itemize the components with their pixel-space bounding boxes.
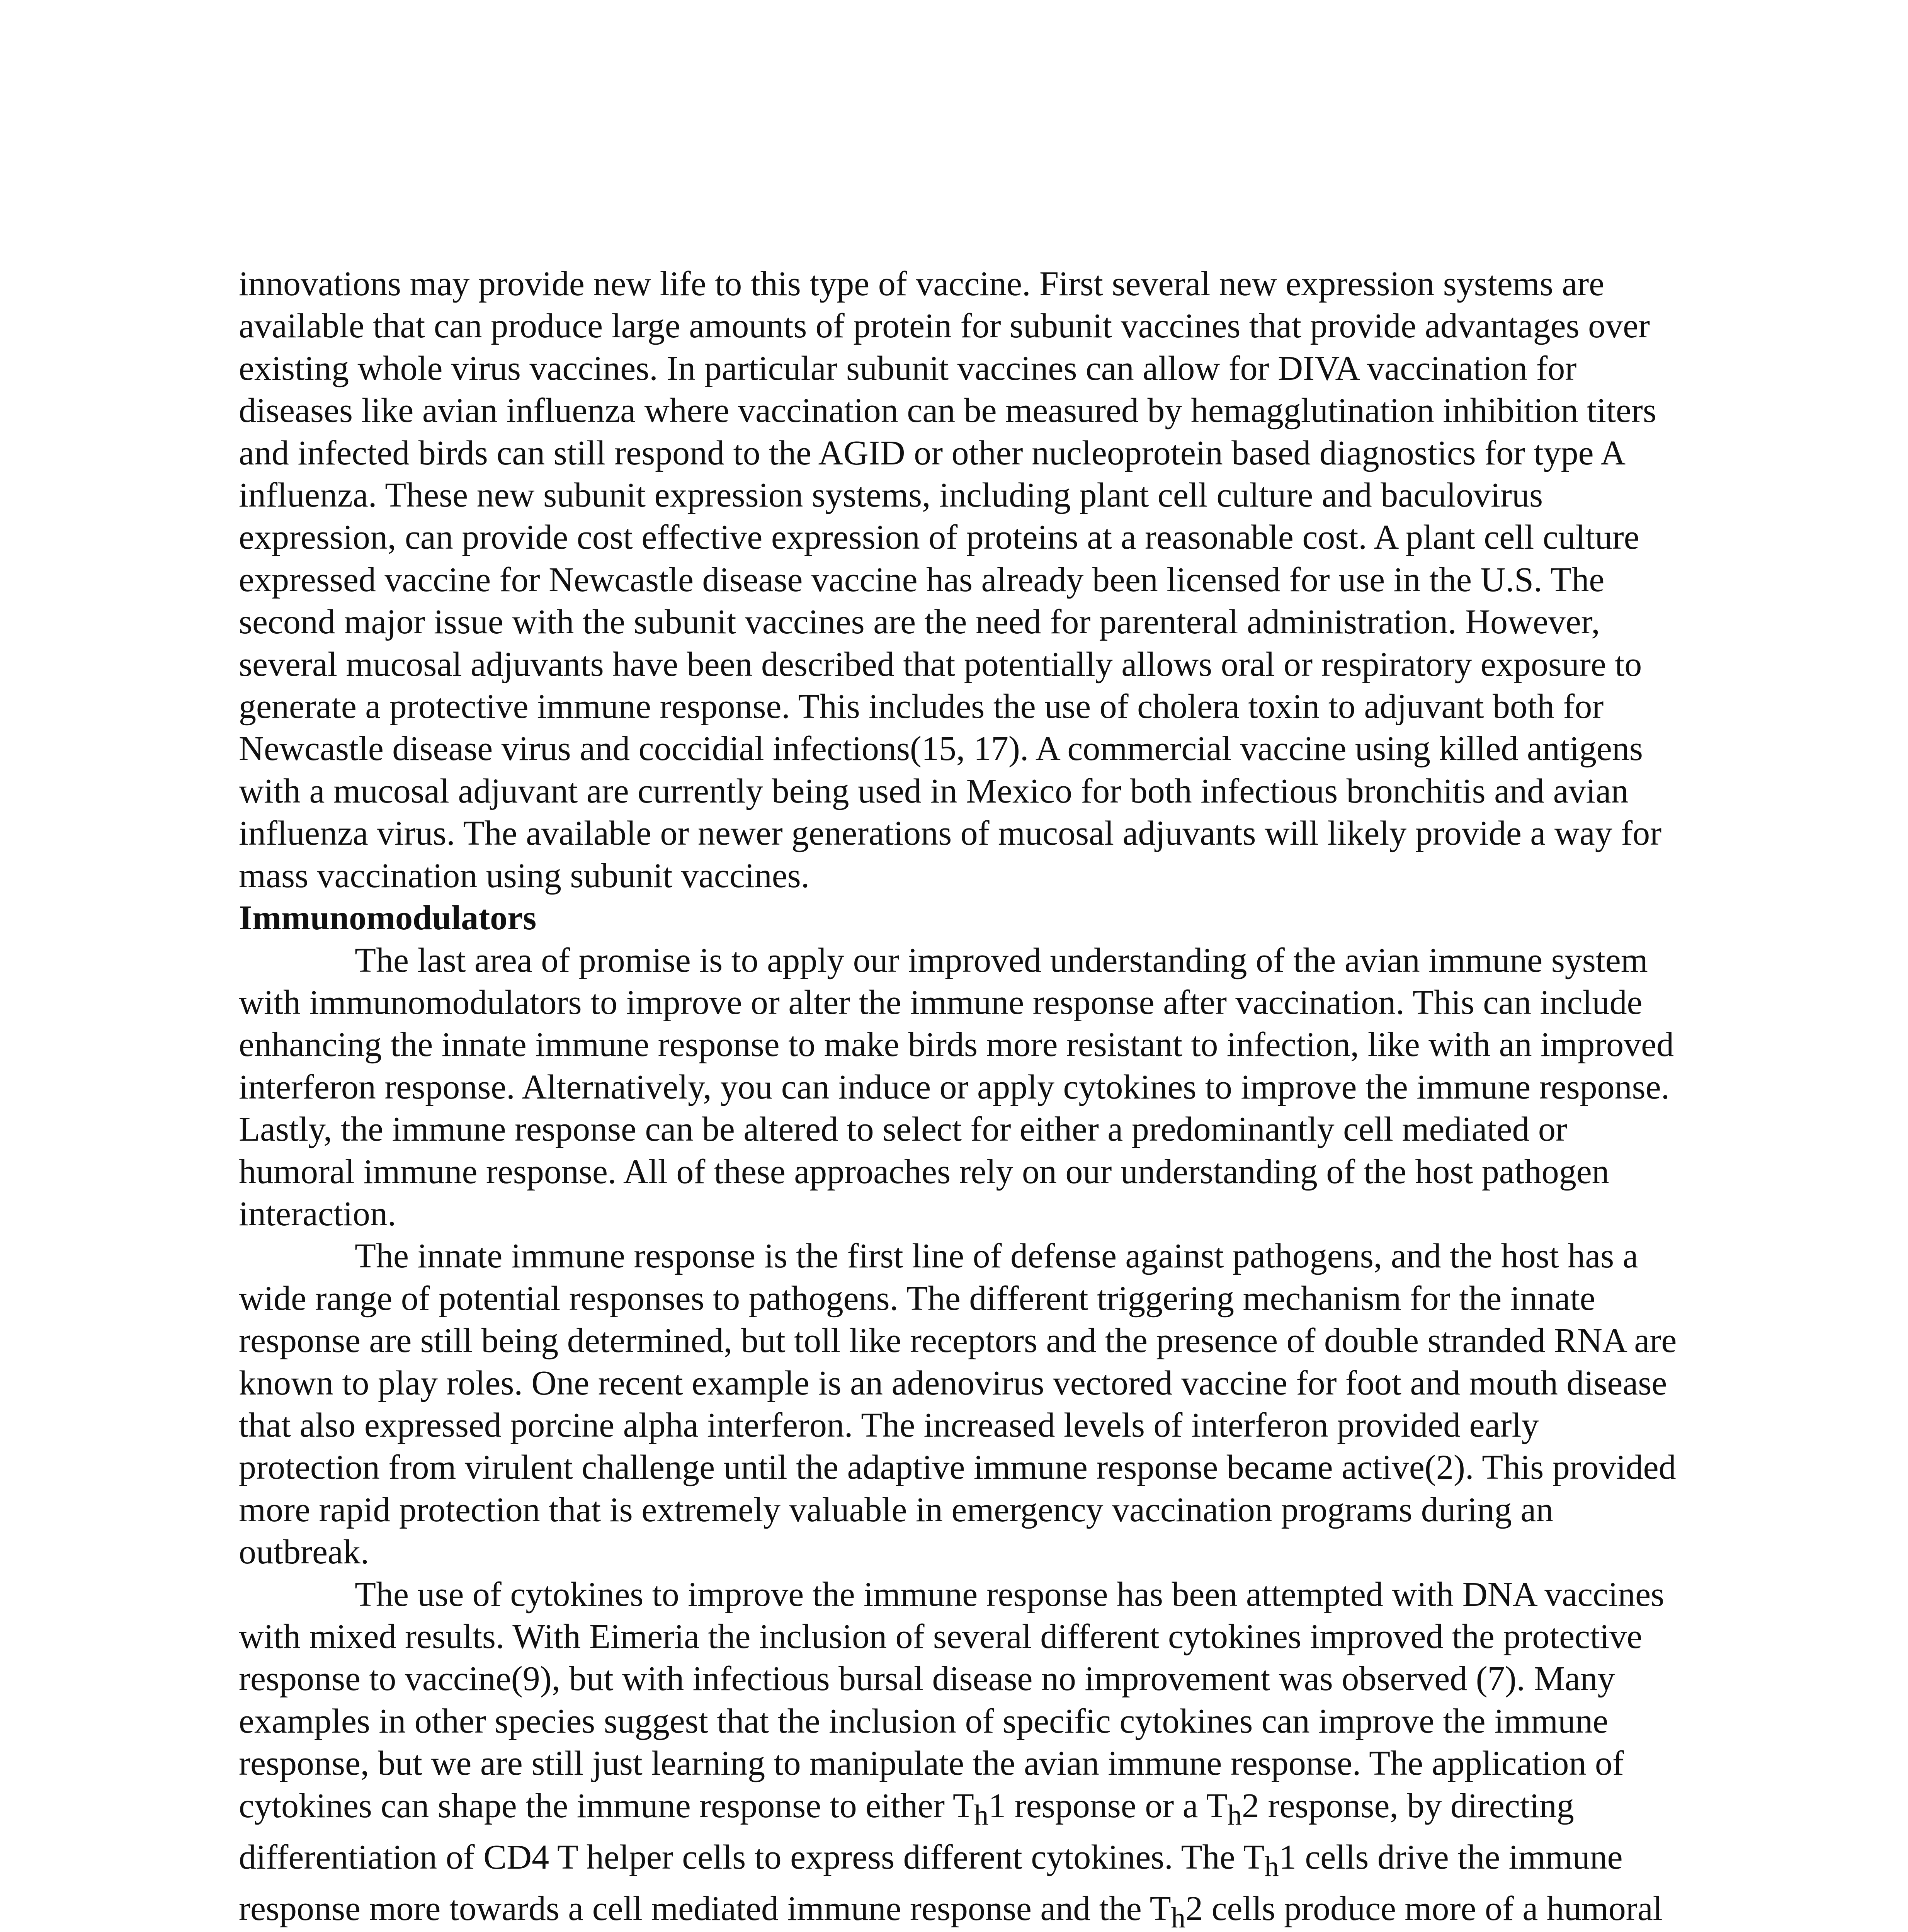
cytokines-text-segment: 2 response, by directing differentiation of CD4 T helper cells to express different cytokines. The T	[239, 1786, 1574, 1877]
subscript-h: h	[974, 1799, 989, 1831]
paragraph-cytokines	[239, 1573, 1680, 1932]
subscript-h: h	[1227, 1799, 1242, 1831]
section-heading-immunomodulators: Immunomodulators	[239, 899, 537, 937]
paragraph-subunit-vaccines: innovations may provide new life to this type of vaccine. First several new expression systems are available that can produce large amounts of protein for subunit vaccines that provide advantages over existing whole virus vaccines. In particular subunit vaccines can allow for DIVA vaccination for diseases like avian influenza where vaccination can be measured by hemagglutination inhibition titers and infected birds can still respond to the AGID or other nucleoprotein based diagnostics for type A influenza. These new subunit expression systems, including plant cell culture and baculovirus expression, can provide cost effective expression of proteins at a reasonable cost. A plant cell culture expressed vaccine for Newcastle disease vaccine has already been licensed for use in the U.S. The second major issue with the subunit vaccines are the need for parenteral administration. However, several mucosal adjuvants have been described that potentially allows oral or respiratory exposure to generate a protective immune response. This includes the use of cholera toxin to adjuvant both for Newcastle disease virus and coccidial infections(15, 17). A commercial vaccine using killed antigens with a mucosal adjuvant are currently being used in Mexico for both infectious bronchitis and avian influenza virus. The available or newer generations of mucosal adjuvants will likely provide a way for mass vaccination using subunit vaccines.	[239, 265, 1662, 895]
cytokines-text-segment: The use of cytokines to improve the immune response has been attempted with DNA vaccines with mixed results. With Eimeria the inclusion of several different cytokines improved the protective response to vaccine(9), but with infectious bursal disease no improvement was observed (7). Many examples in other species suggest that the inclusion of specific cytokines can improve the immune response, but we are still just learning to manipulate the avian immune response. The application of cytokines can shape the immune response to either T	[239, 1575, 1665, 1825]
paragraph-area-of-promise: The last area of promise is to apply our improved understanding of the avian immune system with immunomodulators to improve or alter the immune response after vaccination. This can include enhancing the innate immune response to make birds more resistant to infection, like with an improved interferon response. Alternatively, you can induce or apply cytokines to improve the immune response. Lastly, the immune response can be altered to select for either a predominantly cell mediated or humoral immune response. All of these approaches rely on our understanding of the host pathogen interaction.	[239, 941, 1674, 1233]
cytokines-text-segment: 1 cells drive the immune response more towards a cell mediated immune response and the T	[239, 1838, 1623, 1928]
subscript-h: h	[1264, 1850, 1279, 1883]
cytokines-text-segment: 2 cells produce more of a humoral	[1185, 1889, 1663, 1928]
body-text	[239, 263, 1680, 1932]
subscript-h: h	[1171, 1902, 1186, 1932]
paragraph-innate-immune-response: The innate immune response is the first line of defense against pathogens, and the host has a wide range of potential responses to pathogens. The different triggering mechanism for the innate response are still being determined, but toll like receptors and the presence of double stranded RNA are known to play roles. One recent example is an adenovirus vectored vaccine for foot and mouth disease that also expressed porcine alpha interferon. The increased levels of interferon provided early protection from virulent challenge until the adaptive immune response became active(2). This provided more rapid protection that is extremely valuable in emergency vaccination programs during an outbreak.	[239, 1237, 1677, 1571]
cytokines-text-segment: 1 response or a T	[988, 1786, 1228, 1825]
